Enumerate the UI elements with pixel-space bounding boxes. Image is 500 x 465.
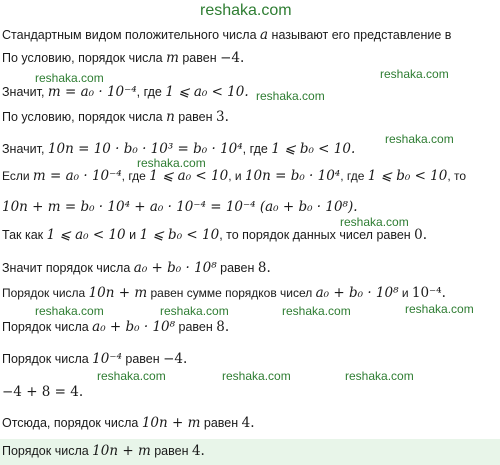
text-line-3: Значит, m = a₀ · 10⁻⁴, где 1 ⩽ a₀ < 10.	[2, 84, 249, 100]
answer-line: Порядок числа 10n + m равен 4.	[2, 443, 205, 459]
watermark: reshaka.com	[137, 156, 206, 170]
watermark: reshaka.com	[256, 89, 325, 103]
watermark-top: reshaka.com	[200, 2, 292, 19]
text-line-10: Порядок числа 10n + m равен сумме порядков чисел a₀ + b₀ · 10⁸ и 10⁻⁴.	[2, 285, 446, 301]
watermark: reshaka.com	[345, 369, 414, 383]
text-line-1: Стандартным видом положительного числа a называют его представление в	[2, 27, 452, 43]
watermark: reshaka.com	[282, 304, 351, 318]
watermark: reshaka.com	[35, 71, 104, 85]
watermark: reshaka.com	[340, 215, 409, 229]
watermark: reshaka.com	[405, 302, 474, 316]
text-line-2: По условию, порядок числа m равен −4.	[2, 50, 245, 66]
text-line-13: −4 + 8 = 4.	[2, 384, 84, 400]
watermark: reshaka.com	[222, 369, 291, 383]
watermark: reshaka.com	[385, 132, 454, 146]
text-line-7: 10n + m = b₀ · 10⁴ + a₀ · 10⁻⁴ = 10⁻⁴ (a₀ + b₀ · 10⁸).	[2, 199, 358, 215]
text-line-9: Значит порядок числа a₀ + b₀ · 10⁸ равен 8.	[2, 260, 271, 276]
text-line-5: Значит, 10n = 10 · b₀ · 10³ = b₀ · 10⁴, где 1 ⩽ b₀ < 10.	[2, 141, 356, 157]
watermark: reshaka.com	[97, 369, 166, 383]
watermark: reshaka.com	[160, 304, 229, 318]
watermark: reshaka.com	[35, 304, 104, 318]
text-line-14: Отсюда, порядок числа 10n + m равен 4.	[2, 415, 255, 431]
text-line-11: Порядок числа a₀ + b₀ · 10⁸ равен 8.	[2, 319, 230, 335]
text-line-8: Так как 1 ⩽ a₀ < 10 и 1 ⩽ b₀ < 10, то порядок данных чисел равен 0.	[2, 227, 428, 243]
text-line-6: Если m = a₀ · 10⁻⁴, где 1 ⩽ a₀ < 10, и 10n = b₀ · 10⁴, где 1 ⩽ b₀ < 10, то	[2, 168, 467, 184]
text-line-12: Порядок числа 10⁻⁴ равен −4.	[2, 351, 188, 367]
text-line-4: По условию, порядок числа n равен 3.	[2, 109, 229, 125]
watermark: reshaka.com	[380, 67, 449, 81]
